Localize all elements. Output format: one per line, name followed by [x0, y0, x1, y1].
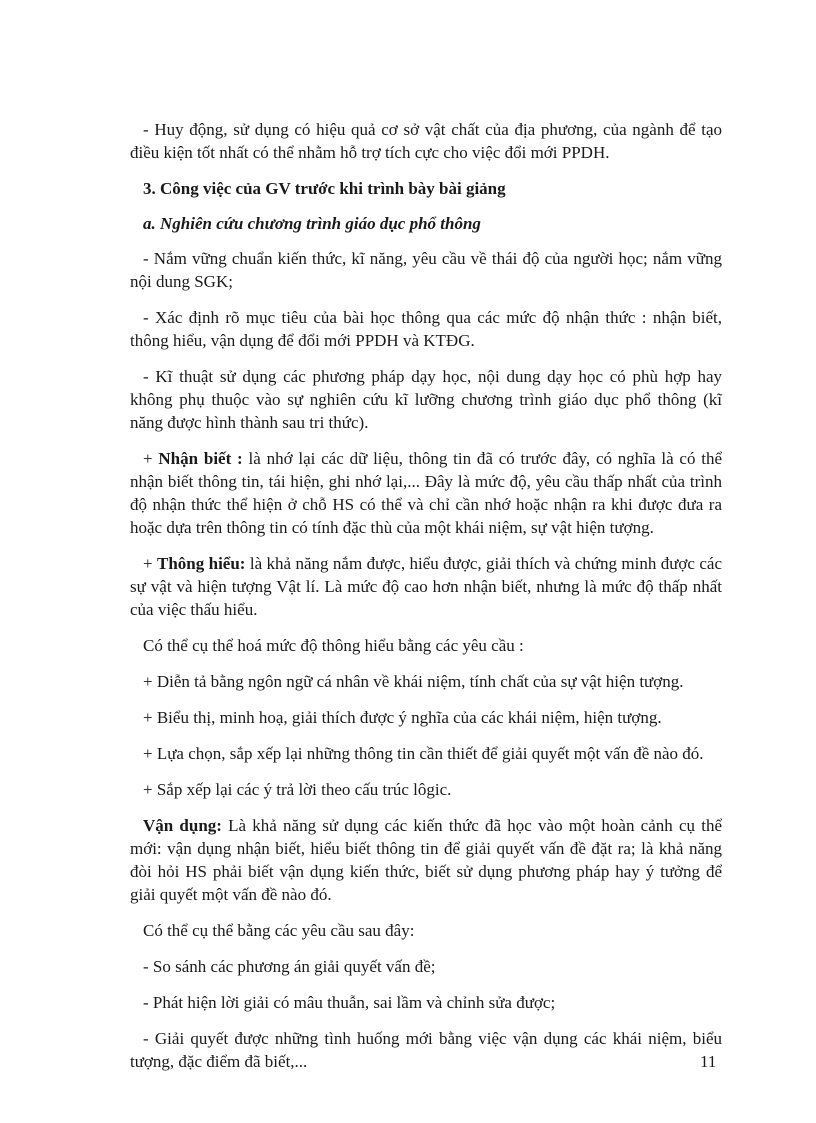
bullet-prefix: + [143, 449, 159, 468]
term-nhan-biet: Nhận biết : [158, 449, 243, 468]
paragraph: - Phát hiện lời giải có mâu thuẫn, sai lầm và chỉnh sửa được; [143, 993, 556, 1012]
term-thong-hieu: Thông hiểu: [156, 554, 246, 573]
paragraph-text: là nhớ lại các dữ liệu, thông tin đã có trước đây, có nghĩa là có thể nhận biết thông tin, tái hiện, ghi nhớ lại,... Đây là mức độ, yêu cầu thấp nhất của trình độ nhận thức thể hiện ở chỗ HS có thể và chỉ cần nhớ hoặc nhận ra khi được đưa ra hoặc dựa trên thông tin có tính đặc thù của một khái niệm, sự vật hiện tượng. [130, 449, 723, 537]
paragraph: - So sánh các phương án giải quyết vấn đề; [143, 957, 436, 976]
section-heading: 3. Công việc của GV trước khi trình bày bài giảng [143, 179, 506, 198]
page-number: 11 [700, 1052, 717, 1071]
paragraph: - Kĩ thuật sử dụng các phương pháp dạy học, nội dung dạy học có phù hợp hay không phụ thuộc vào sự nghiên cứu kĩ lưỡng chương trình giáo dục phổ thông (kĩ năng được hình thành sau tri thức). [130, 367, 722, 432]
paragraph: - Xác định rõ mục tiêu của bài học thông qua các mức độ nhận thức : nhận biết, thông hiểu, vận dụng để đổi mới PPDH và KTĐG. [130, 308, 722, 350]
paragraph: Có thể cụ thể bằng các yêu cầu sau đây: [143, 921, 415, 940]
paragraph-van-dung [130, 814, 722, 906]
paragraph-text: là khả năng nắm được, hiểu được, giải thích và chứng minh được các sự vật và hiện tượng Vật lí. Là mức độ cao hơn nhận biết, nhưng là mức độ thấp nhất của việc thấu hiểu. [130, 554, 722, 619]
subsection-heading: a. Nghiên cứu chương trình giáo dục phổ thông [143, 214, 481, 233]
paragraph: + Diễn tả bằng ngôn ngữ cá nhân về khái niệm, tính chất của sự vật hiện tượng. [143, 672, 684, 691]
paragraph-thong-hieu [130, 552, 722, 621]
paragraph: Có thể cụ thể hoá mức độ thông hiểu bằng các yêu cầu : [143, 636, 524, 655]
page-content [130, 118, 722, 1086]
paragraph: - Huy động, sử dụng có hiệu quả cơ sở vật chất của địa phương, của ngành để tạo điều kiện tốt nhất có thể nhằm hỗ trợ tích cực cho việc đổi mới PPDH. [130, 120, 722, 162]
paragraph: + Biểu thị, minh hoạ, giải thích được ý nghĩa của các khái niệm, hiện tượng. [143, 708, 662, 727]
paragraph: + Sắp xếp lại các ý trả lời theo cấu trúc lôgic. [143, 780, 452, 799]
term-van-dung: Vận dụng: [143, 816, 222, 835]
paragraph-nhan-biet [130, 447, 722, 539]
paragraph: - Giải quyết được những tình huống mới bằng việc vận dụng các khái niệm, biểu tượng, đặc điểm đã biết,... [130, 1029, 722, 1071]
paragraph-text: Là khả năng sử dụng các kiến thức đã học vào một hoàn cảnh cụ thể mới: vận dụng nhận biết, hiểu biết thông tin để giải quyết vấn đề đặt ra; là khả năng đòi hỏi HS phải biết vận dụng kiến thức, biết sử dụng phương pháp hay ý tưởng để giải quyết một vấn đề nào đó. [130, 816, 722, 904]
bullet-prefix: + [143, 554, 157, 573]
paragraph: + Lựa chọn, sắp xếp lại những thông tin cần thiết để giải quyết một vấn đề nào đó. [143, 744, 704, 763]
paragraph: - Nắm vững chuẩn kiến thức, kĩ năng, yêu cầu về thái độ của người học; nắm vững nội dung SGK; [130, 249, 722, 291]
